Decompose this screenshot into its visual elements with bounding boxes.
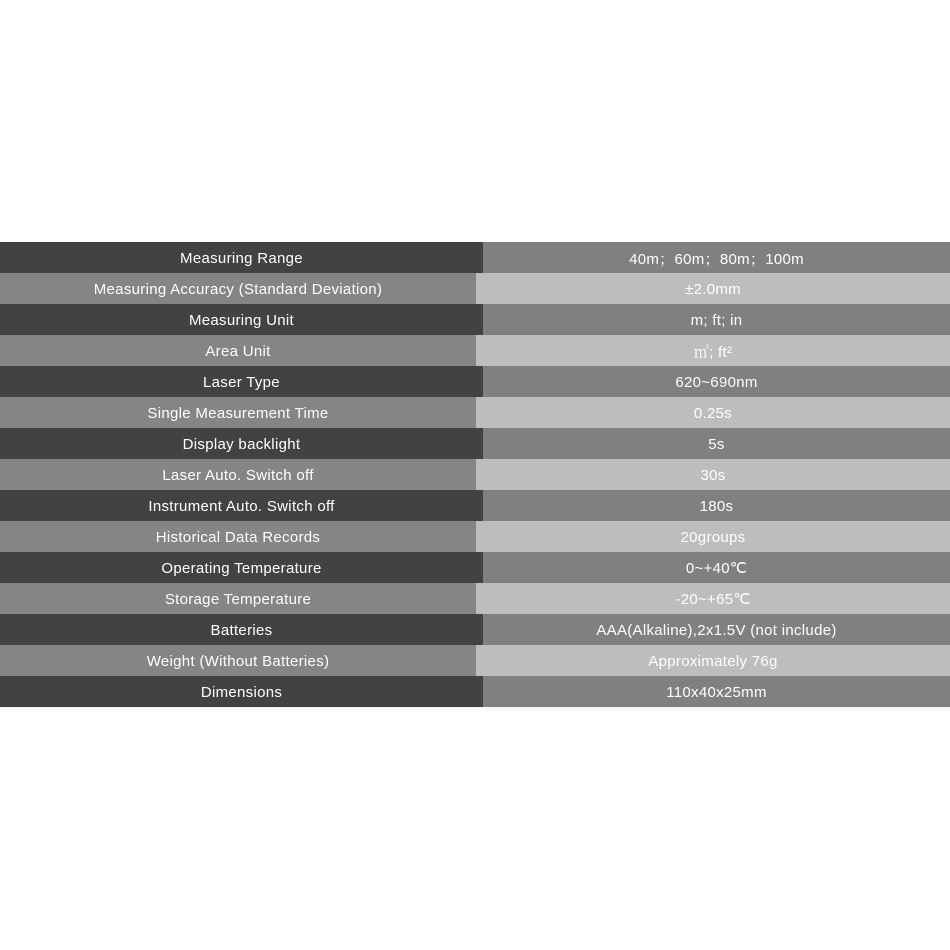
- spec-value: [483, 242, 950, 273]
- spec-value-text: -20~+65℃: [675, 591, 751, 608]
- spec-label: [0, 521, 476, 552]
- spec-label: [0, 459, 476, 490]
- spec-label: [0, 676, 483, 707]
- spec-table: [0, 242, 950, 707]
- spec-value: [483, 490, 950, 521]
- spec-value: [476, 335, 950, 366]
- spec-value: [483, 552, 950, 583]
- spec-label: [0, 614, 483, 645]
- table-row: [0, 366, 950, 397]
- table-row: [0, 490, 950, 521]
- spec-value-text: 180s: [699, 497, 734, 515]
- table-row: [0, 521, 950, 552]
- spec-value-text: m; ft; in: [690, 311, 743, 329]
- spec-value-text: 20groups: [680, 528, 746, 546]
- spec-label: [0, 490, 483, 521]
- spec-value-text: 0.25s: [693, 404, 733, 422]
- spec-value: [476, 459, 950, 490]
- spec-label-text: Weight (Without Batteries): [146, 652, 330, 670]
- spec-label: [0, 366, 483, 397]
- spec-label-text: Measuring Accuracy (Standard Deviation): [93, 280, 383, 298]
- spec-value: [476, 397, 950, 428]
- divider: [0, 707, 950, 713]
- spec-value-text: 5s: [708, 435, 725, 453]
- spec-label-text: Laser Auto. Switch off: [162, 466, 314, 484]
- spec-label: [0, 273, 476, 304]
- table-row: [0, 645, 950, 676]
- table-row: [0, 583, 950, 614]
- spec-label-text: Dimensions: [200, 683, 283, 701]
- spec-label-text: Operating Temperature: [161, 559, 322, 577]
- spec-label-text: Area Unit: [205, 342, 271, 360]
- spec-label-text: Storage Temperature: [164, 590, 312, 608]
- spec-label-text: Measuring Range: [180, 249, 303, 267]
- spec-label-text: Display backlight: [182, 435, 301, 453]
- table-row: [0, 614, 950, 645]
- spec-label: [0, 583, 476, 614]
- spec-value-text: ㎡; ft²: [693, 343, 733, 361]
- spec-value: [476, 645, 950, 676]
- spec-label: [0, 335, 476, 366]
- spec-value: [483, 366, 950, 397]
- spec-value: [483, 676, 950, 707]
- table-row: [0, 335, 950, 366]
- spec-value-text: 620~690nm: [675, 373, 758, 391]
- table-row: [0, 397, 950, 428]
- table-row: [0, 273, 950, 304]
- table-row: [0, 552, 950, 583]
- spec-label: [0, 428, 483, 459]
- spec-label-text: Single Measurement Time: [147, 404, 329, 422]
- spec-value-text: ±2.0mm: [685, 280, 741, 298]
- spec-label-text: Instrument Auto. Switch off: [148, 497, 335, 515]
- spec-label-text: Historical Data Records: [155, 528, 321, 546]
- table-row: [0, 459, 950, 490]
- spec-label: [0, 304, 483, 335]
- table-row: [0, 676, 950, 707]
- spec-value-text: 40m；60m；80m；100m: [629, 250, 804, 268]
- spec-value-text: Approximately 76g: [648, 652, 778, 670]
- spec-value: [476, 273, 950, 304]
- spec-value: [476, 521, 950, 552]
- spec-label-text: Batteries: [210, 621, 273, 639]
- spec-label: [0, 552, 483, 583]
- spec-value: [483, 614, 950, 645]
- table-row: [0, 242, 950, 273]
- spec-value: [476, 583, 950, 614]
- spec-value-text: 30s: [700, 466, 726, 484]
- spec-label-text: Laser Type: [203, 373, 280, 391]
- spec-value-text: 110x40x25mm: [666, 683, 767, 701]
- spec-value: [483, 304, 950, 335]
- table-row: [0, 428, 950, 459]
- spec-value: [483, 428, 950, 459]
- spec-label-text: Measuring Unit: [188, 311, 295, 329]
- spec-label: [0, 242, 483, 273]
- spec-value-text: AAA(Alkaline),2x1.5V (not include): [596, 621, 837, 639]
- spec-label: [0, 397, 476, 428]
- spec-label: [0, 645, 476, 676]
- table-row: [0, 304, 950, 335]
- spec-value-text: 0~+40℃: [685, 560, 748, 577]
